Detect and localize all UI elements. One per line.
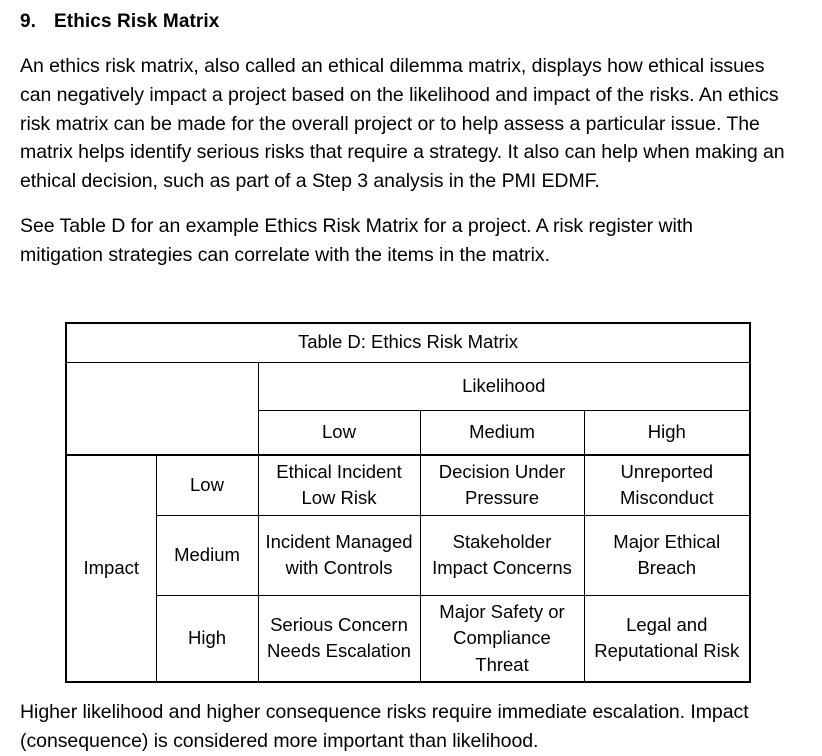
likelihood-level-low: Low — [258, 410, 420, 455]
impact-level-low: Low — [156, 455, 258, 516]
see-table-paragraph: See Table D for an example Ethics Risk Matrix for a project. A risk register with mitigation strategies can correlate with the items in the matrix. — [20, 214, 693, 266]
likelihood-level-high: High — [584, 410, 750, 455]
impact-level-high: High — [156, 595, 258, 682]
table-row — [66, 595, 750, 682]
table-row — [66, 515, 750, 595]
matrix-cell-impact-medium-likelihood-medium: Stakeholder Impact Concerns — [420, 515, 584, 595]
likelihood-level-medium: Medium — [420, 410, 584, 455]
intro-paragraph: An ethics risk matrix, also called an ethical dilemma matrix, displays how ethical issues can negatively impact a project based on the likelihood and impact of the risks. An ethics risk matrix can be made for the overall project or to help assess a particular issue. The matrix helps identify serious risks that require a strategy. It also can help when making an ethical decision, such as part of a Step 3 analysis in the PMI EDMF. — [20, 55, 785, 193]
matrix-cell-impact-low-likelihood-high: Unreported Misconduct — [584, 455, 750, 516]
table-caption: Table D: Ethics Risk Matrix — [66, 323, 750, 363]
matrix-cell-impact-low-likelihood-low: Ethical Incident Low Risk — [258, 455, 420, 516]
matrix-cell-impact-high-likelihood-high: Legal and Reputational Risk — [584, 595, 750, 682]
ethics-risk-matrix-container — [20, 270, 802, 684]
section-title: Ethics Risk Matrix — [54, 11, 220, 32]
page-title — [20, 0, 802, 34]
section-number: 9. — [20, 11, 37, 32]
table-row — [66, 455, 750, 516]
matrix-cell-impact-high-likelihood-medium: Major Safety or Compliance Threat — [420, 595, 584, 682]
likelihood-header-row — [66, 362, 750, 410]
impact-level-medium: Medium — [156, 515, 258, 595]
closing-paragraph: Higher likelihood and higher consequence risks require immediate escalation. Impact (consequence) is considered more important than likelihood. — [20, 701, 749, 752]
matrix-cell-impact-medium-likelihood-low: Incident Managed with Controls — [258, 515, 420, 595]
table-caption-row — [66, 323, 750, 363]
ethics-risk-matrix-table — [65, 322, 751, 684]
corner-blank-cell — [66, 362, 258, 455]
matrix-cell-impact-medium-likelihood-high: Major Ethical Breach — [584, 515, 750, 595]
impact-axis-header: Impact — [66, 455, 156, 683]
matrix-cell-impact-low-likelihood-medium: Decision Under Pressure — [420, 455, 584, 516]
matrix-cell-impact-high-likelihood-low: Serious Concern Needs Escalation — [258, 595, 420, 682]
likelihood-axis-header: Likelihood — [258, 362, 750, 410]
